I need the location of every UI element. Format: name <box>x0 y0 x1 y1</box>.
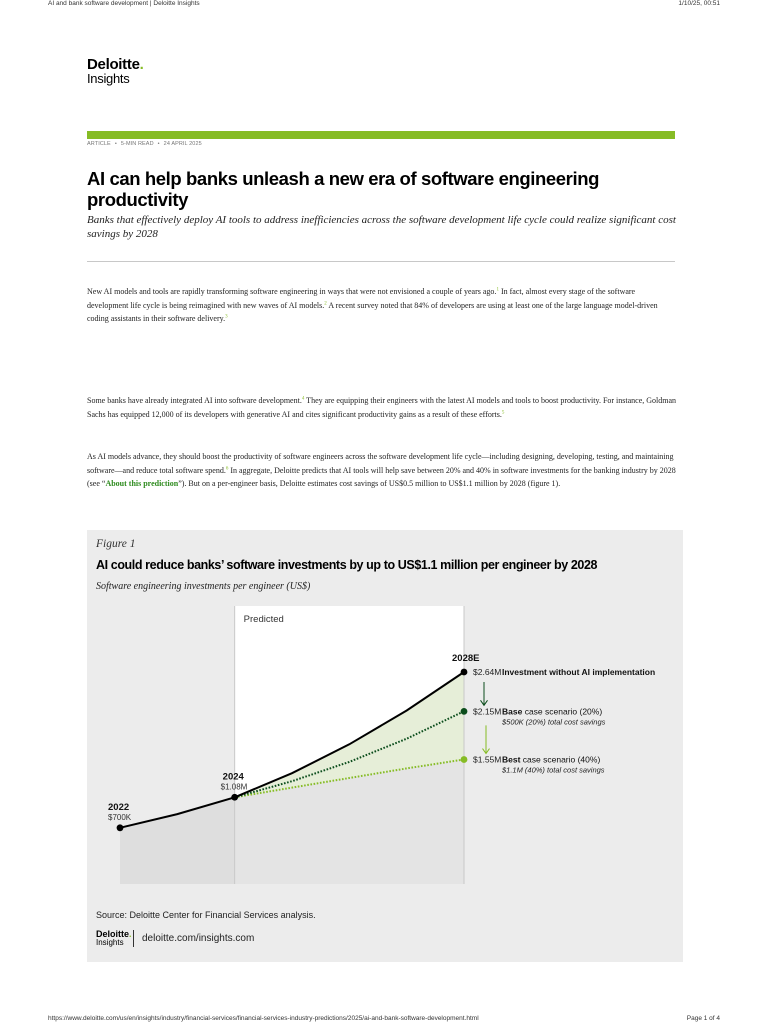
footnote-3[interactable]: 3 <box>225 314 228 320</box>
meta-type: ARTICLE <box>87 141 111 147</box>
footnote-5[interactable]: 5 <box>501 409 505 415</box>
point-2028-best <box>461 756 468 763</box>
logo-brand: Deloitte. <box>87 56 144 73</box>
print-header-datetime: 1/10/25, 00:51 <box>678 0 720 7</box>
figure-subtitle: Software engineering investments per engineer (US$) <box>96 581 311 592</box>
end-value-2: $1.55M <box>473 754 502 765</box>
figure-label: Figure 1 <box>96 538 136 550</box>
meta-date: 24 APRIL 2025 <box>163 141 202 147</box>
figure-logo-divider <box>133 930 134 947</box>
figure-url[interactable]: deloitte.com/insights.com <box>142 933 255 944</box>
paragraph-2: Some banks have already integrated AI into software development.$^4$ They are equipping their engineers with the latest AI models and tools to boost productivity. For instance, Goldman Sachs has equipped 12,000 of its developers with generative AI and cites significant productivity gains as a result of these efforts.$^5$ <box>87 396 677 419</box>
end-note-1: $500K (20%) total cost savings <box>502 717 606 727</box>
label-value-2022: $700K <box>108 812 132 822</box>
label-value-2024: $1.08M <box>220 782 248 792</box>
end-label-1: Base case scenario (20%) <box>502 706 603 717</box>
paragraph-3: As AI models advance, they should boost the productivity of software engineers across the software development life cycle—including designing, developing, testing, and maintaining software—and reduce total software spend.$^6$ In aggregate, Deloitte predicts that AI tools will help save between 20% and 40% in software investments for the banking industry by 2028 (see “About this prediction”). But on a per-engineer basis, Deloitte estimates cost savings of US$0.5 million to US$1.1 million by 2028 (figure 1). <box>87 452 676 488</box>
accent-bar <box>87 131 675 139</box>
point-2028-no-ai <box>461 669 468 676</box>
deloitte-insights-logo[interactable] <box>87 57 143 85</box>
investment-chart <box>87 530 683 962</box>
end-label-2: Best case scenario (40%) <box>502 754 601 765</box>
predicted-label: Predicted <box>243 614 284 625</box>
label-year-2024: 2024 <box>222 771 244 783</box>
label-year-2022: 2022 <box>108 801 130 813</box>
point-2028-base <box>461 708 468 715</box>
figure-source: Source: Deloitte Center for Financial Services analysis. <box>96 910 316 920</box>
end-label-0: Investment without AI implementation <box>502 667 656 677</box>
about-prediction-link[interactable]: About this prediction <box>105 479 179 488</box>
end-value-1: $2.15M <box>473 706 502 717</box>
end-value-0: $2.64M <box>473 667 502 677</box>
article-meta: ARTICLE • 5-MIN READ • 24 APRIL 2025 <box>87 141 202 147</box>
print-header <box>0 0 768 10</box>
paragraph-1: New AI models and tools are rapidly transforming software engineering in ways that were not envisioned a couple of years ago.$^1$ In fact, almost every stage of the software development life cycle is being reimagined with new waves of AI models.$^2$ A recent survey noted that 84% of developers are using at least one of the large language model-driven coding assistants in their software delivery.$^3$ <box>87 287 658 323</box>
print-footer-page: Page 1 of 4 <box>686 1015 720 1022</box>
label-year-2028: 2028E <box>452 653 480 664</box>
print-header-title: AI and bank software development | Deloitte Insights <box>48 0 200 7</box>
figure-title: AI could reduce banks’ software investments by up to US$1.1 million per engineer by 2028 <box>96 558 598 572</box>
footnote-1[interactable]: 1 <box>496 287 499 293</box>
point-2024 <box>231 794 238 801</box>
figure-logo: Deloitte. Insights <box>96 929 132 947</box>
footnote-4[interactable]: 4 <box>301 396 305 402</box>
figure-1 <box>87 530 683 962</box>
meta-read-time: 5-MIN READ <box>120 141 154 147</box>
logo-sub: Insights <box>87 71 130 86</box>
article-dek: Banks that effectively deploy AI tools to address inefficiencies across the software development life cycle could realize significant cost savings by 2028 <box>87 214 676 240</box>
print-footer-url: https://www.deloitte.com/us/en/insights/industry/financial-services/financial-services-industry-predictions/2025/ai-and-bank-software-development.html <box>48 1015 479 1022</box>
point-2022 <box>117 824 124 831</box>
footnote-2[interactable]: 2 <box>324 300 327 306</box>
end-note-2: $1.1M (40%) total cost savings <box>502 765 605 775</box>
article-headline: AI can help banks unleash a new era of software engineering productivity <box>87 168 600 210</box>
footnote-6[interactable]: 6 <box>225 465 229 471</box>
divider <box>87 261 675 262</box>
